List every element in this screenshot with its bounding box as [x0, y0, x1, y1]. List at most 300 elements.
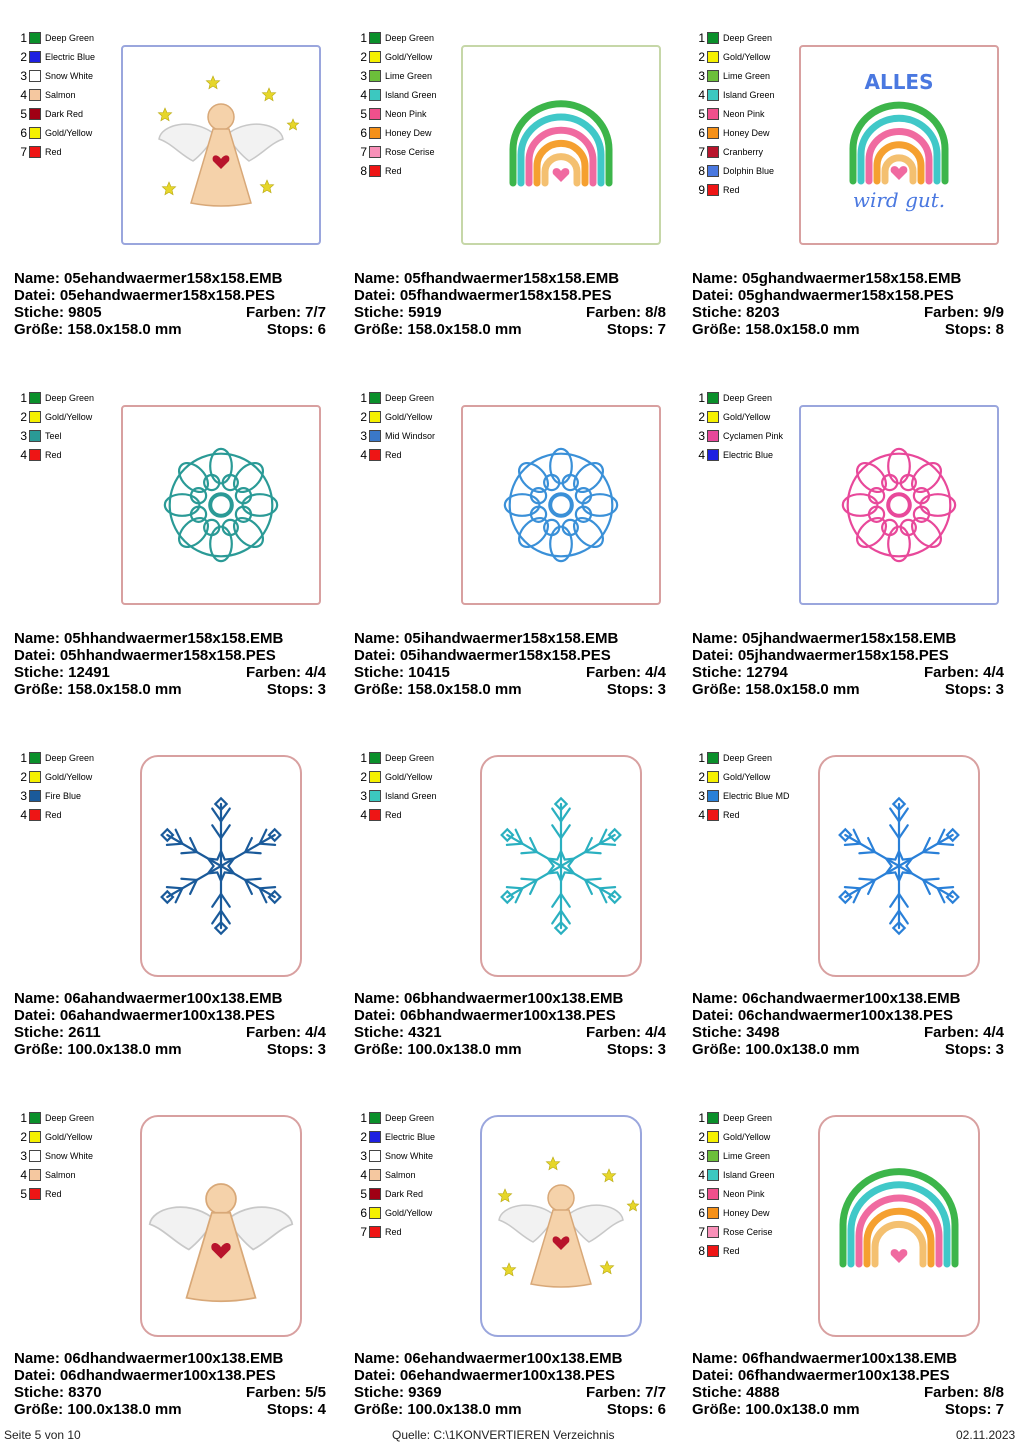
- thread-row: [18, 1108, 94, 1127]
- thread-swatch: [29, 411, 41, 423]
- stitch-count: Stiche: 12491: [14, 664, 110, 681]
- thread-name: Dark Red: [45, 108, 84, 119]
- thread-row: [18, 786, 94, 805]
- hoop-frame: [140, 1115, 302, 1337]
- design-card: [0, 720, 338, 1080]
- thread-row: [696, 1203, 775, 1222]
- thread-swatch: [369, 392, 381, 404]
- stop-count: Stops: 3: [266, 1041, 326, 1058]
- thread-name: Red: [45, 146, 62, 157]
- thread-number: 5: [698, 1186, 705, 1201]
- thread-swatch: [29, 146, 41, 158]
- thread-swatch: [29, 1188, 41, 1200]
- thread-row: [18, 1127, 94, 1146]
- thread-name: Island Green: [385, 790, 437, 801]
- star-motif: [602, 1169, 615, 1182]
- thread-swatch: [369, 146, 381, 158]
- hoop-frame: [140, 755, 302, 977]
- motif-text-bottom: wird gut.: [852, 188, 946, 212]
- design-preview: [801, 407, 997, 603]
- thread-swatch: [369, 809, 381, 821]
- thread-swatch: [707, 752, 719, 764]
- thread-row: [696, 1146, 775, 1165]
- thread-row: [18, 85, 95, 104]
- stop-count: Stops: 6: [606, 1401, 666, 1418]
- design-size: Größe: 100.0x138.0 mm: [692, 1041, 860, 1058]
- thread-row: [358, 748, 437, 767]
- design-card: [0, 0, 338, 360]
- color-count: Farben: 7/7: [245, 304, 326, 321]
- design-file: Datei: 06dhandwaermer100x138.PES: [14, 1367, 276, 1384]
- design-size: Größe: 100.0x138.0 mm: [354, 1401, 522, 1418]
- design-info: [354, 990, 666, 1058]
- mandala-motif: [165, 449, 277, 561]
- thread-row: [18, 805, 94, 824]
- thread-number: 1: [360, 750, 367, 765]
- stop-count: Stops: 3: [944, 1041, 1004, 1058]
- thread-number: 5: [698, 106, 705, 121]
- thread-row: [358, 1184, 435, 1203]
- stitch-count: Stiche: 3498: [692, 1024, 780, 1041]
- design-info: [692, 630, 1004, 698]
- thread-number: 2: [360, 49, 367, 64]
- thread-row: [358, 445, 435, 464]
- thread-legend: [696, 1108, 775, 1260]
- thread-number: 7: [698, 1224, 705, 1239]
- hoop-frame: [461, 45, 661, 245]
- thread-name: Red: [385, 809, 402, 820]
- thread-number: 1: [698, 390, 705, 405]
- thread-number: 3: [20, 1148, 27, 1163]
- thread-swatch: [29, 1131, 41, 1143]
- thread-name: Island Green: [723, 89, 775, 100]
- thread-number: 1: [698, 750, 705, 765]
- design-preview: [123, 407, 319, 603]
- thread-number: 3: [698, 788, 705, 803]
- thread-name: Rose Cerise: [385, 146, 435, 157]
- thread-name: Gold/Yellow: [45, 1131, 93, 1142]
- thread-number: 2: [20, 769, 27, 784]
- size-row: [354, 681, 666, 698]
- thread-number: 4: [20, 1167, 27, 1182]
- stop-count: Stops: 7: [606, 321, 666, 338]
- thread-name: Gold/Yellow: [45, 771, 93, 782]
- design-file: Datei: 05ghandwaermer158x158.PES: [692, 287, 954, 304]
- design-info: [692, 270, 1004, 338]
- thread-number: 2: [698, 769, 705, 784]
- thread-name: Dolphin Blue: [723, 165, 775, 176]
- thread-number: 4: [20, 807, 27, 822]
- thread-row: [18, 1146, 94, 1165]
- design-card: [678, 0, 1016, 360]
- thread-number: 3: [360, 428, 367, 443]
- thread-number: 1: [360, 1110, 367, 1125]
- size-row: [692, 681, 1004, 698]
- thread-row: [696, 805, 790, 824]
- design-file: Datei: 05ehandwaermer158x158.PES: [14, 287, 275, 304]
- stitch-count: Stiche: 8370: [14, 1384, 102, 1401]
- thread-row: [358, 1203, 435, 1222]
- thread-swatch: [707, 1207, 719, 1219]
- design-card: [0, 360, 338, 720]
- thread-swatch: [707, 1226, 719, 1238]
- thread-legend: [696, 748, 790, 824]
- design-info: [14, 990, 326, 1058]
- thread-name: Red: [723, 184, 740, 195]
- thread-swatch: [29, 89, 41, 101]
- thread-name: Snow White: [45, 70, 94, 81]
- thread-number: 8: [698, 1243, 705, 1258]
- thread-swatch: [707, 392, 719, 404]
- size-row: [14, 681, 326, 698]
- thread-swatch: [29, 1112, 41, 1124]
- design-name: Name: 06chandwaermer100x138.EMB: [692, 990, 961, 1007]
- thread-swatch: [369, 1226, 381, 1238]
- thread-row: [358, 1146, 435, 1165]
- thread-swatch: [707, 1112, 719, 1124]
- design-info: [14, 1350, 326, 1418]
- thread-number: 1: [698, 30, 705, 45]
- thread-swatch: [707, 430, 719, 442]
- thread-swatch: [369, 1150, 381, 1162]
- thread-number: 3: [360, 788, 367, 803]
- design-info: [692, 1350, 1004, 1418]
- star-motif: [498, 1189, 511, 1202]
- thread-name: Deep Green: [385, 752, 435, 763]
- thread-row: [358, 767, 437, 786]
- thread-name: Gold/Yellow: [723, 771, 771, 782]
- thread-swatch: [707, 1150, 719, 1162]
- thread-row: [18, 388, 94, 407]
- thread-number: 4: [20, 87, 27, 102]
- thread-row: [696, 426, 783, 445]
- thread-name: Deep Green: [45, 1112, 95, 1123]
- thread-legend: [358, 1108, 435, 1241]
- stop-count: Stops: 7: [944, 1401, 1004, 1418]
- thread-swatch: [707, 184, 719, 196]
- star-motif: [158, 108, 171, 121]
- design-preview: [820, 1117, 978, 1335]
- hoop-frame: [121, 405, 321, 605]
- thread-number: 4: [20, 447, 27, 462]
- thread-swatch: [29, 809, 41, 821]
- thread-name: Gold/Yellow: [45, 127, 93, 138]
- design-name: Name: 05ihandwaermer158x158.EMB: [354, 630, 619, 647]
- thread-number: 4: [698, 807, 705, 822]
- thread-swatch: [369, 1112, 381, 1124]
- star-motif: [262, 88, 275, 101]
- color-count: Farben: 4/4: [923, 1024, 1004, 1041]
- thread-number: 4: [360, 807, 367, 822]
- thread-legend: [696, 388, 783, 464]
- design-file: Datei: 06ehandwaermer100x138.PES: [354, 1367, 615, 1384]
- size-row: [14, 321, 326, 338]
- design-name: Name: 06fhandwaermer100x138.EMB: [692, 1350, 958, 1367]
- color-count: Farben: 7/7: [585, 1384, 666, 1401]
- hoop-frame: [121, 45, 321, 245]
- stop-count: Stops: 3: [606, 1041, 666, 1058]
- thread-swatch: [707, 146, 719, 158]
- thread-number: 2: [698, 409, 705, 424]
- rainbow-motif: [843, 1172, 955, 1264]
- design-info: [354, 270, 666, 338]
- stats-row: [14, 664, 326, 681]
- thread-legend: [358, 748, 437, 824]
- thread-swatch: [369, 790, 381, 802]
- color-count: Farben: 5/5: [245, 1384, 326, 1401]
- thread-name: Gold/Yellow: [45, 411, 93, 422]
- hoop-frame: [799, 45, 999, 245]
- thread-name: Deep Green: [45, 392, 95, 403]
- thread-row: [696, 388, 783, 407]
- thread-number: 1: [20, 1110, 27, 1125]
- thread-number: 1: [20, 390, 27, 405]
- thread-swatch: [707, 790, 719, 802]
- thread-row: [18, 407, 94, 426]
- thread-row: [18, 1165, 94, 1184]
- thread-name: Island Green: [723, 1169, 775, 1180]
- design-info: [692, 990, 1004, 1058]
- thread-row: [696, 1108, 775, 1127]
- thread-number: 3: [360, 1148, 367, 1163]
- thread-number: 3: [20, 428, 27, 443]
- thread-swatch: [707, 1169, 719, 1181]
- source-path: Quelle: C:\1KONVERTIEREN Verzeichnis: [392, 1428, 615, 1442]
- thread-row: [18, 47, 95, 66]
- rainbow-motif: [853, 105, 945, 181]
- thread-row: [18, 426, 94, 445]
- size-row: [14, 1041, 326, 1058]
- design-card: [0, 1080, 338, 1440]
- design-name: Name: 05hhandwaermer158x158.EMB: [14, 630, 284, 647]
- design-preview: [482, 1117, 640, 1335]
- stats-row: [692, 1024, 1004, 1041]
- thread-name: Red: [45, 809, 62, 820]
- thread-number: 2: [360, 1129, 367, 1144]
- design-card: [678, 1080, 1016, 1440]
- design-name: Name: 06bhandwaermer100x138.EMB: [354, 990, 624, 1007]
- thread-number: 2: [20, 49, 27, 64]
- stats-row: [354, 304, 666, 321]
- thread-row: [696, 180, 775, 199]
- stop-count: Stops: 3: [944, 681, 1004, 698]
- design-file: Datei: 06bhandwaermer100x138.PES: [354, 1007, 616, 1024]
- design-preview: [142, 1117, 300, 1335]
- stats-row: [354, 1024, 666, 1041]
- thread-number: 6: [360, 125, 367, 140]
- thread-row: [358, 123, 437, 142]
- thread-number: 4: [360, 1167, 367, 1182]
- thread-row: [358, 407, 435, 426]
- size-row: [692, 1401, 1004, 1418]
- angel-motif: [150, 1184, 293, 1301]
- thread-row: [358, 1127, 435, 1146]
- design-preview: [463, 407, 659, 603]
- thread-row: [696, 142, 775, 161]
- design-card: [340, 360, 678, 720]
- color-count: Farben: 9/9: [923, 304, 1004, 321]
- page-number: Seite 5 von 10: [4, 1428, 81, 1442]
- thread-row: [696, 1241, 775, 1260]
- thread-number: 3: [360, 68, 367, 83]
- thread-swatch: [707, 1188, 719, 1200]
- thread-swatch: [29, 752, 41, 764]
- thread-name: Gold/Yellow: [385, 51, 433, 62]
- stitch-count: Stiche: 2611: [14, 1024, 101, 1041]
- thread-number: 6: [360, 1205, 367, 1220]
- thread-legend: [18, 748, 94, 824]
- thread-legend: [18, 388, 94, 464]
- thread-swatch: [707, 1245, 719, 1257]
- stats-row: [692, 304, 1004, 321]
- thread-row: [18, 767, 94, 786]
- design-name: Name: 06ehandwaermer100x138.EMB: [354, 1350, 623, 1367]
- thread-swatch: [29, 392, 41, 404]
- thread-legend: [358, 28, 437, 180]
- thread-number: 5: [20, 1186, 27, 1201]
- thread-name: Neon Pink: [723, 108, 765, 119]
- stats-row: [14, 304, 326, 321]
- stitch-count: Stiche: 9369: [354, 1384, 442, 1401]
- thread-name: Neon Pink: [723, 1188, 765, 1199]
- thread-row: [696, 407, 783, 426]
- thread-name: Electric Blue: [45, 51, 96, 62]
- thread-number: 3: [20, 68, 27, 83]
- design-card: [678, 360, 1016, 720]
- thread-number: 1: [20, 30, 27, 45]
- thread-swatch: [369, 89, 381, 101]
- thread-row: [696, 786, 790, 805]
- design-size: Größe: 158.0x158.0 mm: [354, 681, 522, 698]
- thread-name: Deep Green: [723, 32, 773, 43]
- thread-row: [696, 1165, 775, 1184]
- motif-text-top: ALLES: [864, 70, 934, 94]
- design-file: Datei: 05jhandwaermer158x158.PES: [692, 647, 949, 664]
- design-size: Größe: 158.0x158.0 mm: [692, 681, 860, 698]
- thread-name: Electric Blue MD: [723, 790, 790, 801]
- thread-name: Deep Green: [45, 752, 95, 763]
- thread-row: [18, 445, 94, 464]
- thread-row: [696, 1184, 775, 1203]
- thread-swatch: [707, 771, 719, 783]
- design-card: [678, 720, 1016, 1080]
- stitch-count: Stiche: 9805: [14, 304, 102, 321]
- thread-swatch: [707, 32, 719, 44]
- design-name: Name: 05fhandwaermer158x158.EMB: [354, 270, 620, 287]
- thread-row: [358, 1165, 435, 1184]
- thread-row: [358, 426, 435, 445]
- thread-number: 7: [20, 144, 27, 159]
- thread-number: 4: [698, 1167, 705, 1182]
- thread-swatch: [29, 51, 41, 63]
- thread-number: 7: [360, 1224, 367, 1239]
- thread-swatch: [369, 449, 381, 461]
- stitch-count: Stiche: 12794: [692, 664, 788, 681]
- thread-name: Red: [385, 165, 402, 176]
- design-name: Name: 06ahandwaermer100x138.EMB: [14, 990, 283, 1007]
- hoop-frame: [480, 755, 642, 977]
- thread-number: 7: [698, 144, 705, 159]
- color-count: Farben: 4/4: [923, 664, 1004, 681]
- design-size: Größe: 100.0x138.0 mm: [14, 1401, 182, 1418]
- thread-row: [696, 66, 775, 85]
- thread-name: Red: [45, 449, 62, 460]
- thread-swatch: [707, 1131, 719, 1143]
- stats-row: [354, 1384, 666, 1401]
- thread-name: Electric Blue: [385, 1131, 436, 1142]
- thread-number: 3: [698, 68, 705, 83]
- size-row: [692, 321, 1004, 338]
- color-count: Farben: 4/4: [245, 1024, 326, 1041]
- thread-name: Gold/Yellow: [723, 411, 771, 422]
- thread-number: 7: [360, 144, 367, 159]
- thread-number: 8: [360, 163, 367, 178]
- thread-row: [358, 786, 437, 805]
- thread-name: Deep Green: [723, 392, 773, 403]
- design-file: Datei: 06ahandwaermer100x138.PES: [14, 1007, 275, 1024]
- thread-swatch: [707, 89, 719, 101]
- star-motif: [546, 1157, 559, 1170]
- thread-name: Red: [45, 1188, 62, 1199]
- thread-row: [358, 161, 437, 180]
- thread-number: 6: [20, 125, 27, 140]
- design-card: [340, 0, 678, 360]
- thread-name: Deep Green: [385, 392, 435, 403]
- star-motif: [260, 180, 273, 193]
- design-preview: [463, 47, 659, 243]
- thread-row: [358, 805, 437, 824]
- hoop-frame: [818, 1115, 980, 1337]
- thread-row: [696, 123, 775, 142]
- thread-name: Salmon: [45, 89, 76, 100]
- thread-name: Gold/Yellow: [385, 411, 433, 422]
- stitch-count: Stiche: 10415: [354, 664, 450, 681]
- thread-number: 1: [360, 390, 367, 405]
- design-preview: [123, 47, 319, 243]
- thread-legend: [358, 388, 435, 464]
- thread-number: 3: [20, 788, 27, 803]
- thread-swatch: [369, 108, 381, 120]
- hoop-frame: [461, 405, 661, 605]
- thread-swatch: [369, 51, 381, 63]
- thread-name: Snow White: [45, 1150, 94, 1161]
- thread-swatch: [369, 165, 381, 177]
- thread-swatch: [369, 32, 381, 44]
- thread-swatch: [29, 1150, 41, 1162]
- design-size: Größe: 158.0x158.0 mm: [14, 321, 182, 338]
- stop-count: Stops: 8: [944, 321, 1004, 338]
- thread-swatch: [369, 127, 381, 139]
- thread-row: [696, 28, 775, 47]
- thread-row: [696, 445, 783, 464]
- design-name: Name: 05ghandwaermer158x158.EMB: [692, 270, 962, 287]
- thread-name: Honey Dew: [385, 127, 432, 138]
- snowflake-motif: [840, 798, 959, 933]
- thread-number: 4: [360, 87, 367, 102]
- star-motif: [502, 1263, 515, 1276]
- thread-row: [18, 104, 95, 123]
- stitch-count: Stiche: 4888: [692, 1384, 780, 1401]
- thread-name: Lime Green: [385, 70, 433, 81]
- thread-number: 8: [698, 163, 705, 178]
- thread-row: [696, 1222, 775, 1241]
- thread-row: [696, 47, 775, 66]
- design-file: Datei: 06chandwaermer100x138.PES: [692, 1007, 953, 1024]
- design-card: [340, 720, 678, 1080]
- thread-row: [358, 104, 437, 123]
- design-info: [354, 630, 666, 698]
- thread-name: Red: [385, 1226, 402, 1237]
